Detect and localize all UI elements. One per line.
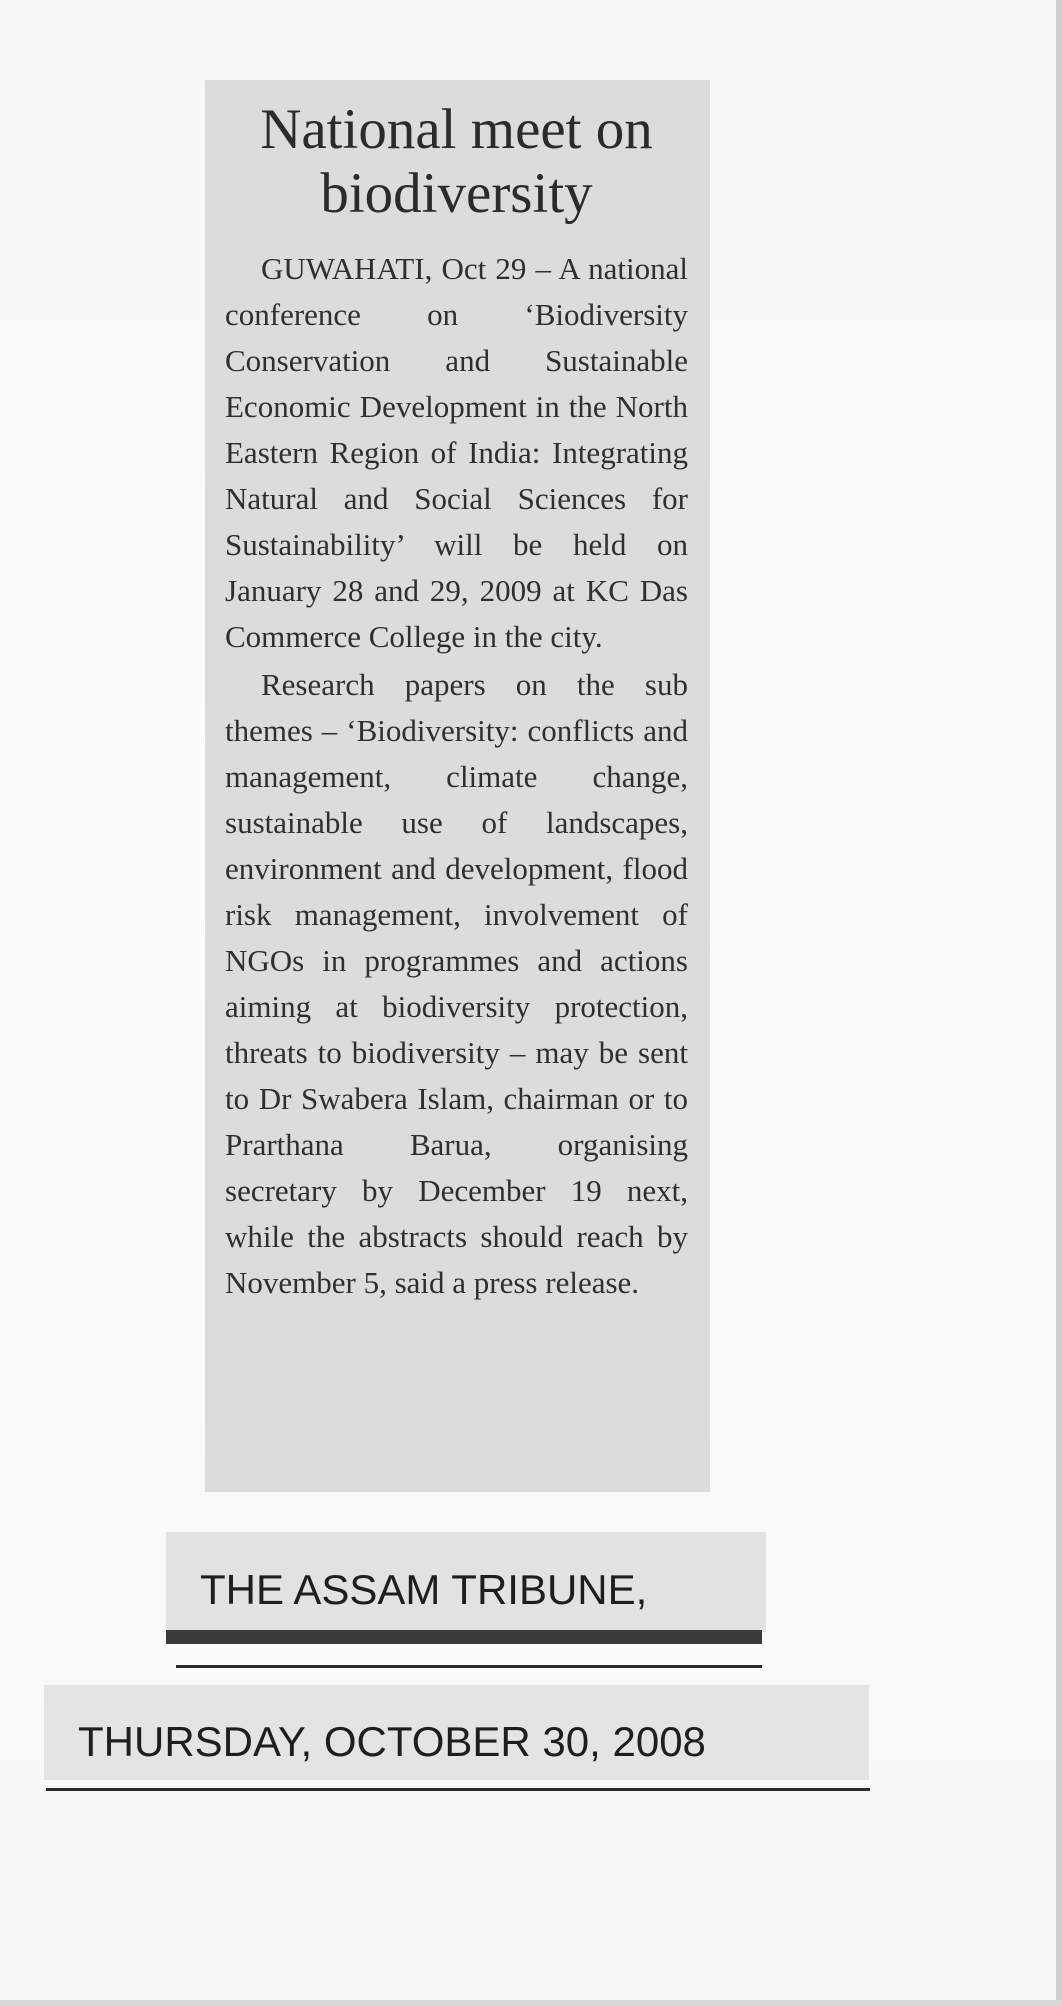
article-body: [225, 246, 688, 1306]
article-paragraph: Research papers on the sub themes – ‘Biodiversity: conflicts and management, climate change, sustainable use of landscapes, environment and development, flood risk management, involvement of NGOs in programmes and actions aiming at biodiversity protection, threats to biodiversity – may be sent to Dr Swabera Islam, chairman or to Prarthana Barua, organising secretary by December 19 next, while the abstracts should reach by November 5, said a press release.: [225, 667, 688, 1300]
divider-rule: [176, 1665, 762, 1668]
divider-rule: [46, 1788, 870, 1791]
news-clipping: [205, 80, 710, 1492]
divider-rule: [166, 1630, 762, 1644]
article-paragraph: GUWAHATI, Oct 29 – A national conference on ‘Biodiversity Conservation and Sustainable Economic Development in the North Eastern Region of India: Integrating Natural and Social Sciences for Sustainability’ will be held on January 28 and 29, 2009 at KC Das Commerce College in the city.: [225, 251, 688, 654]
page-edge: [1056, 0, 1062, 2006]
publication-date: THURSDAY, OCTOBER 30, 2008: [78, 1718, 706, 1765]
page-edge: [0, 2000, 1062, 2006]
article-headline: National meet on biodiversity: [260, 98, 653, 225]
publication-name: THE ASSAM TRIBUNE,: [200, 1566, 648, 1613]
